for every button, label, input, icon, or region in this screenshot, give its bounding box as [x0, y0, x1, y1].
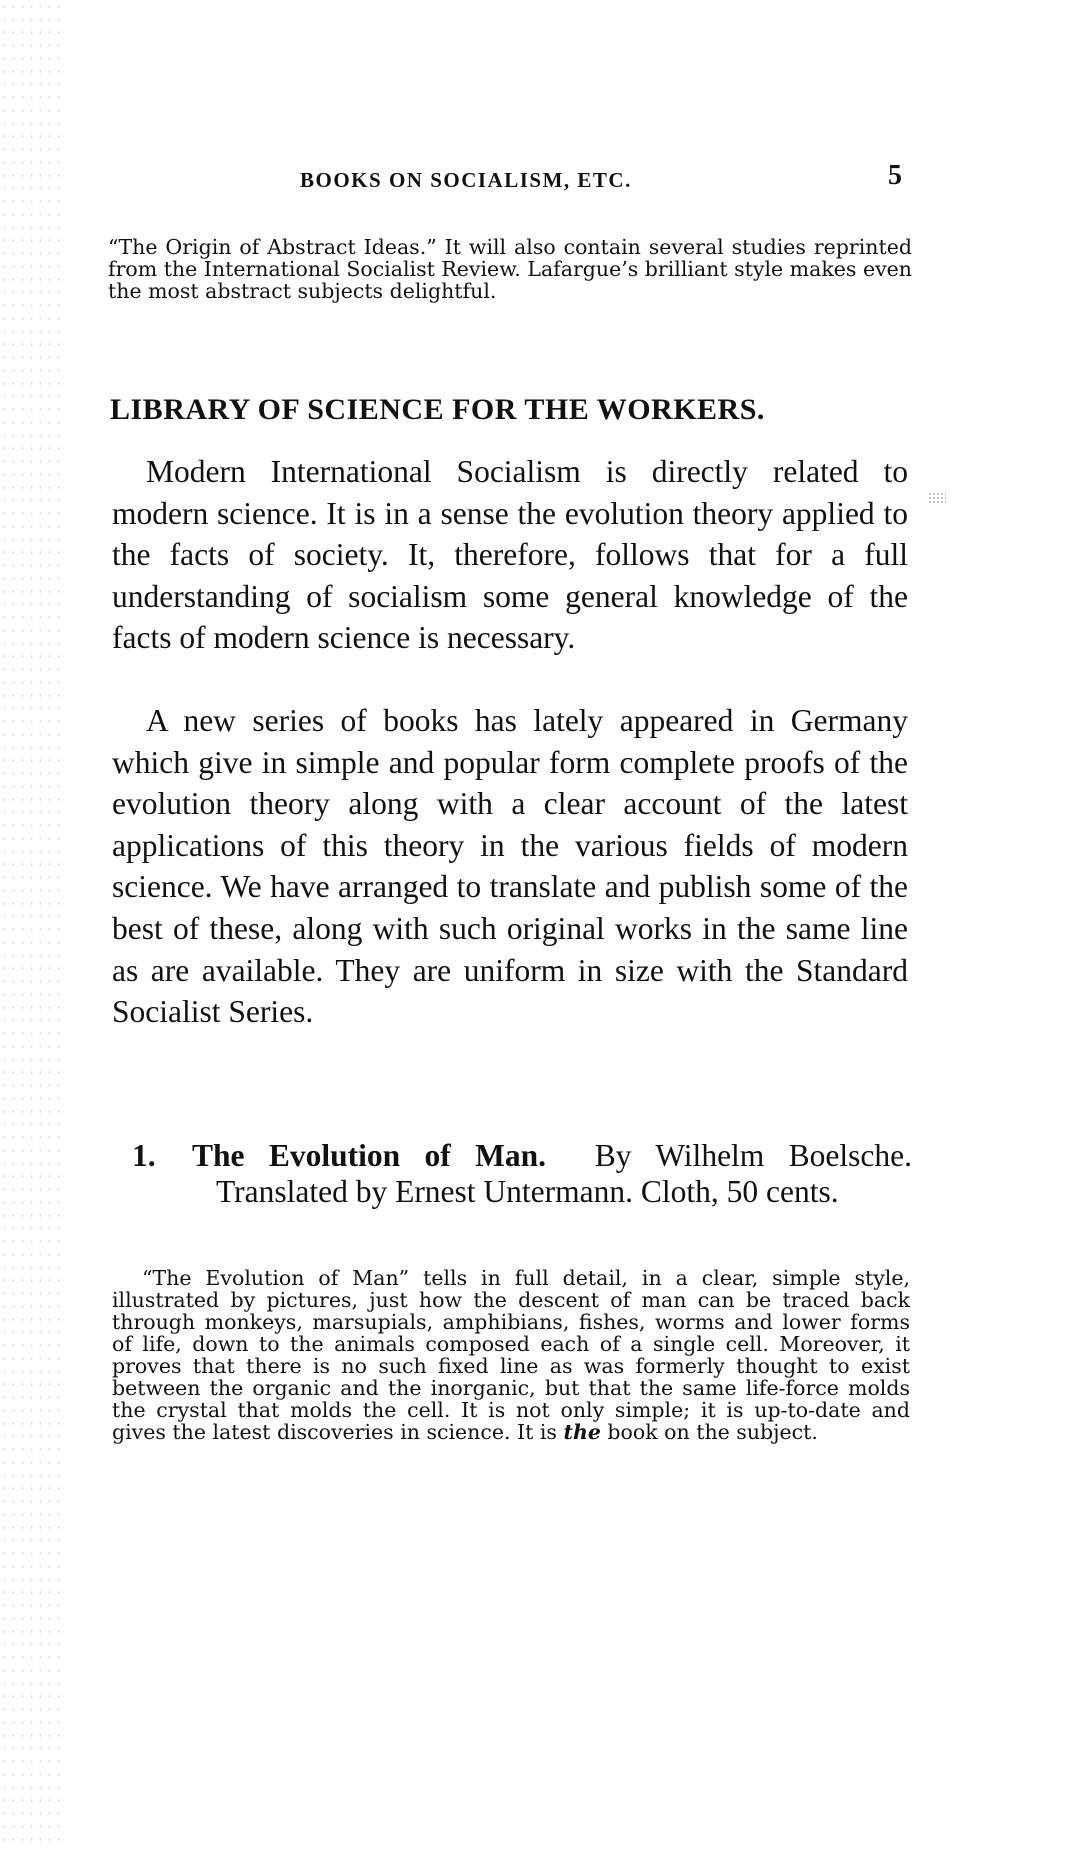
book-description	[112, 1267, 910, 1443]
book-description-emphasis: the	[563, 1420, 601, 1444]
page-number: 5	[888, 160, 902, 191]
intro-paragraph-2: A new series of books has lately appeared in Germany which give in simple and popular form complete proofs of the evolution theory along with a clear account of the latest applications of this theory in the various fields of modern science. We have arranged to translate and publish some of the best of these, along with such original works in the same line as are available. They are uniform in size with the Standard Socialist Series.	[112, 703, 908, 1030]
book-number: 1.	[132, 1138, 156, 1173]
book-title: The Evolution of Man.	[192, 1138, 547, 1173]
book-citation	[192, 1138, 912, 1210]
print-speck	[928, 492, 946, 504]
running-header: BOOKS ON SOCIALISM, ETC.	[300, 168, 632, 192]
page-edge-texture	[0, 0, 60, 1849]
carry-over-paragraph: “The Origin of Abstract Ideas.” It will also contain several studies reprinted from the International Socialist Review. Lafargue’s brilliant style makes even the most abstract subjects delightful.	[108, 235, 912, 303]
section-heading: LIBRARY OF SCIENCE FOR THE WORKERS.	[110, 393, 765, 426]
book-entry	[132, 1138, 912, 1210]
book-description-end: book on the subject.	[600, 1420, 818, 1444]
book-details-spacer	[570, 1138, 594, 1173]
book-description-text: “The Evolution of Man” tells in full detail, in a clear, simple style, illustrated by pictures, just how the descent of man can be traced back through monkeys, marsupials, amphibians, fishes, worms and lower forms of life, down to the animals composed each of a single cell. Moreover, it proves that there is no such fixed line as was formerly thought to exist between the organic and the inorganic, but that the same life-force molds the crystal that molds the cell. It is not only simple; it is up-to-date and gives the latest discoveries in science. It is	[112, 1266, 910, 1444]
book-details: By Wilhelm Boelsche. Translated by Ernest Untermann. Cloth, 50 cents.	[216, 1138, 913, 1209]
intro-paragraph-1: Modern International Socialism is directly related to modern science. It is in a sense the evolution theory applied to the facts of society. It, therefore, follows that for a full understanding of socialism some general knowledge of the facts of modern science is necessary.	[112, 454, 908, 656]
